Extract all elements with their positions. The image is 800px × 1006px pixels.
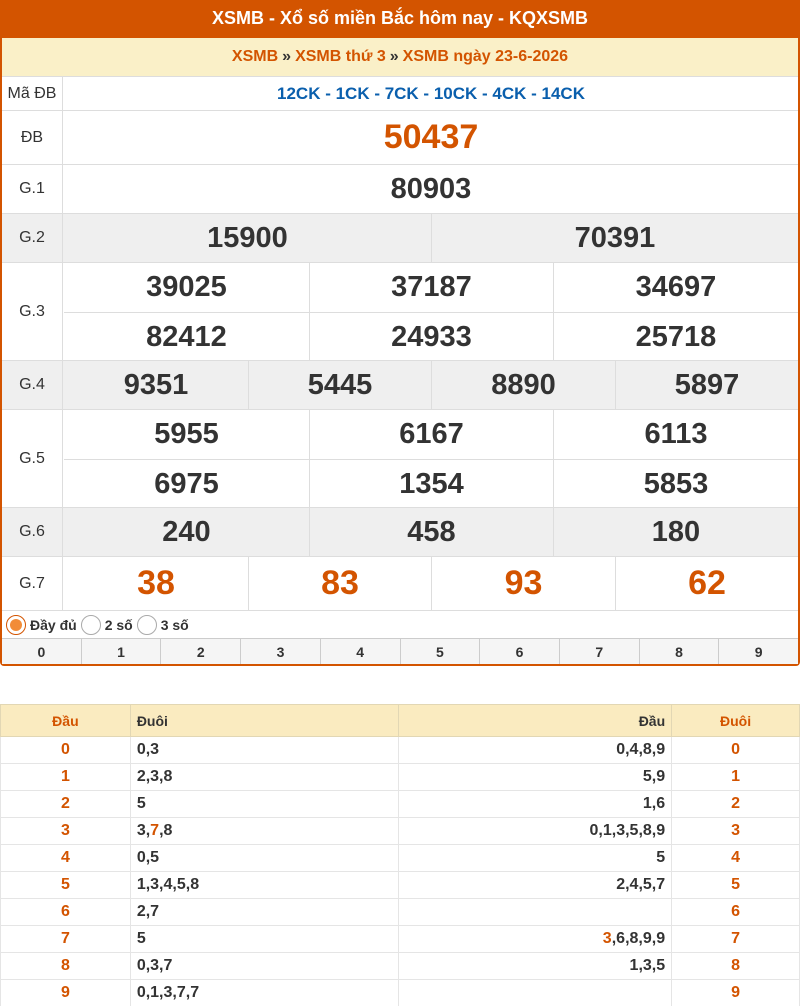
prize-3-number: 25718 xyxy=(553,312,798,361)
loto-dau-digit: 4 xyxy=(1,845,131,872)
row-prize-4 xyxy=(2,360,798,409)
radio-unchecked-icon[interactable] xyxy=(81,615,101,635)
row-prize-5 xyxy=(2,409,798,507)
loto-dau-reverse-values xyxy=(399,980,672,1006)
digit-button-8[interactable]: 8 xyxy=(639,639,719,664)
loto-row xyxy=(1,953,800,980)
prize-2-number: 70391 xyxy=(431,214,798,262)
loto-dau-digit: 0 xyxy=(1,737,131,764)
header-dau: Đầu xyxy=(1,705,131,737)
label-prize-1: G.1 xyxy=(2,165,63,213)
row-prize-3 xyxy=(2,262,798,360)
prize-5-number: 6975 xyxy=(64,459,309,508)
loto-duoi-digit: 3 xyxy=(672,818,800,845)
label-ma-db: Mã ĐB xyxy=(2,77,63,110)
label-prize-2: G.2 xyxy=(2,214,63,262)
ma-db-value: 12CK - 1CK - 7CK - 10CK - 4CK - 14CK xyxy=(277,83,585,103)
breadcrumb-separator: » xyxy=(282,48,292,65)
breadcrumb-separator: » xyxy=(389,48,399,65)
prize-7-number: 93 xyxy=(431,557,615,610)
breadcrumb-link-xsmb[interactable]: XSMB xyxy=(231,48,279,65)
digit-button-7[interactable]: 7 xyxy=(559,639,639,664)
loto-dau-digit: 5 xyxy=(1,872,131,899)
loto-duoi-values: 0,1,3,7,7 xyxy=(130,980,399,1006)
loto-dau-digit: 7 xyxy=(1,926,131,953)
digit-button-0[interactable]: 0 xyxy=(37,644,46,660)
loto-header-row xyxy=(1,705,800,737)
loto-duoi-digit: 2 xyxy=(672,791,800,818)
loto-duoi-values: 5 xyxy=(130,791,399,818)
special-prize-number: 50437 xyxy=(383,118,479,156)
digit-highlight-bar xyxy=(2,638,798,664)
prize-5-number: 6113 xyxy=(553,410,798,459)
breadcrumb-link-weekday[interactable]: XSMB thứ 3 xyxy=(295,48,386,65)
loto-row xyxy=(1,791,800,818)
loto-duoi-values: 0,3 xyxy=(130,737,399,764)
loto-duoi-values: 3,7,8 xyxy=(130,818,399,845)
row-special-prize xyxy=(2,110,798,164)
row-prize-1 xyxy=(2,164,798,213)
loto-duoi-digit: 9 xyxy=(672,980,800,1006)
label-prize-7: G.7 xyxy=(2,557,63,610)
loto-duoi-digit: 7 xyxy=(672,926,800,953)
loto-duoi-digit: 4 xyxy=(672,845,800,872)
prize-4-number: 5445 xyxy=(248,361,431,409)
prize-2-number: 15900 xyxy=(207,221,288,254)
highlighted-digit: 3 xyxy=(602,930,612,947)
prize-7-number: 62 xyxy=(615,557,798,610)
loto-dau-digit: 3 xyxy=(1,818,131,845)
prize-5-number: 6167 xyxy=(309,410,553,459)
loto-table-body xyxy=(1,737,800,1006)
prize-5-number: 5955 xyxy=(154,418,219,450)
loto-dau-reverse-values: 0,1,3,5,8,9 xyxy=(399,818,672,845)
loto-dau-reverse-values: 5 xyxy=(399,845,672,872)
loto-duoi-digit: 6 xyxy=(672,899,800,926)
loto-dau-digit: 2 xyxy=(1,791,131,818)
label-special-prize: ĐB xyxy=(2,111,63,164)
row-prize-2 xyxy=(2,213,798,262)
header-dau-reverse: Đầu xyxy=(399,705,672,737)
prize-1-number: 80903 xyxy=(390,172,472,205)
radio-checked-icon[interactable] xyxy=(6,615,26,635)
digit-button-6[interactable]: 6 xyxy=(479,639,559,664)
loto-duoi-digit: 8 xyxy=(672,953,800,980)
loto-dau-reverse-values: 1,6 xyxy=(399,791,672,818)
prize-3-number: 82412 xyxy=(64,312,309,361)
prize-7-number: 38 xyxy=(137,564,175,602)
row-prize-6 xyxy=(2,507,798,556)
prize-3-number: 37187 xyxy=(309,263,553,312)
radio-unchecked-icon[interactable] xyxy=(137,615,157,635)
loto-duoi-values: 5 xyxy=(130,926,399,953)
label-prize-6: G.6 xyxy=(2,508,63,556)
loto-duoi-digit: 5 xyxy=(672,872,800,899)
breadcrumb-link-date[interactable]: XSMB ngày 23-6-2026 xyxy=(402,48,569,65)
loto-row xyxy=(1,899,800,926)
prize-4-number: 9351 xyxy=(123,368,189,401)
digit-button-2[interactable]: 2 xyxy=(160,639,240,664)
loto-dau-reverse-values: 3,6,8,9,9 xyxy=(399,926,672,953)
page-header: XSMB - Xổ số miền Bắc hôm nay - KQXSMB xyxy=(0,0,800,38)
prize-3-number: 34697 xyxy=(553,263,798,312)
loto-duoi-values: 2,7 xyxy=(130,899,399,926)
option-2-digits[interactable] xyxy=(81,615,133,635)
loto-duoi-digit: 1 xyxy=(672,764,800,791)
loto-duoi-digit: 0 xyxy=(672,737,800,764)
prize-5-number: 1354 xyxy=(309,459,553,508)
label-prize-4: G.4 xyxy=(2,361,63,409)
prize-4-number: 8890 xyxy=(431,361,615,409)
prize-3-number: 24933 xyxy=(309,312,553,361)
loto-row xyxy=(1,980,800,1006)
loto-row xyxy=(1,845,800,872)
display-options xyxy=(2,610,798,638)
loto-dau-reverse-values: 5,9 xyxy=(399,764,672,791)
prize-7-number: 83 xyxy=(248,557,431,610)
row-ma-db xyxy=(2,76,798,110)
prize-5-number: 5853 xyxy=(553,459,798,508)
loto-dau-reverse-values: 0,4,8,9 xyxy=(399,737,672,764)
header-duoi-reverse: Đuôi xyxy=(672,705,800,737)
option-full-label: Đầy đủ xyxy=(30,616,77,633)
digit-button-3[interactable]: 3 xyxy=(240,639,320,664)
loto-duoi-values: 1,3,4,5,8 xyxy=(130,872,399,899)
prize-4-number: 5897 xyxy=(615,361,798,409)
breadcrumb xyxy=(2,38,798,76)
digit-button-1[interactable]: 1 xyxy=(81,639,161,664)
digit-button-4[interactable]: 4 xyxy=(320,639,400,664)
loto-dau-digit: 6 xyxy=(1,899,131,926)
label-prize-5: G.5 xyxy=(2,410,63,507)
prize-6-number: 458 xyxy=(309,508,553,556)
digit-button-5[interactable]: 5 xyxy=(400,639,480,664)
prize-6-number: 240 xyxy=(162,515,211,548)
digit-button-9[interactable]: 9 xyxy=(718,639,798,664)
loto-dau-reverse-values xyxy=(399,899,672,926)
label-prize-3: G.3 xyxy=(2,263,63,360)
loto-dau-digit: 9 xyxy=(1,980,131,1006)
loto-table xyxy=(0,704,800,1006)
loto-dau-digit: 1 xyxy=(1,764,131,791)
loto-row xyxy=(1,926,800,953)
loto-dau-digit: 8 xyxy=(1,953,131,980)
option-full[interactable] xyxy=(6,615,77,635)
header-duoi: Đuôi xyxy=(130,705,399,737)
loto-duoi-values: 0,5 xyxy=(130,845,399,872)
option-3-digits-label: 3 số xyxy=(160,616,189,633)
loto-dau-reverse-values: 2,4,5,7 xyxy=(399,872,672,899)
prize-3-number: 39025 xyxy=(146,271,227,303)
highlighted-digit: 7 xyxy=(150,822,160,839)
prize-6-number: 180 xyxy=(553,508,798,556)
option-3-digits[interactable] xyxy=(137,615,189,635)
loto-row xyxy=(1,737,800,764)
loto-row xyxy=(1,764,800,791)
loto-row xyxy=(1,818,800,845)
loto-duoi-values: 2,3,8 xyxy=(130,764,399,791)
option-2-digits-label: 2 số xyxy=(104,616,133,633)
loto-duoi-values: 0,3,7 xyxy=(130,953,399,980)
loto-dau-reverse-values: 1,3,5 xyxy=(399,953,672,980)
loto-row xyxy=(1,872,800,899)
row-prize-7 xyxy=(2,556,798,610)
